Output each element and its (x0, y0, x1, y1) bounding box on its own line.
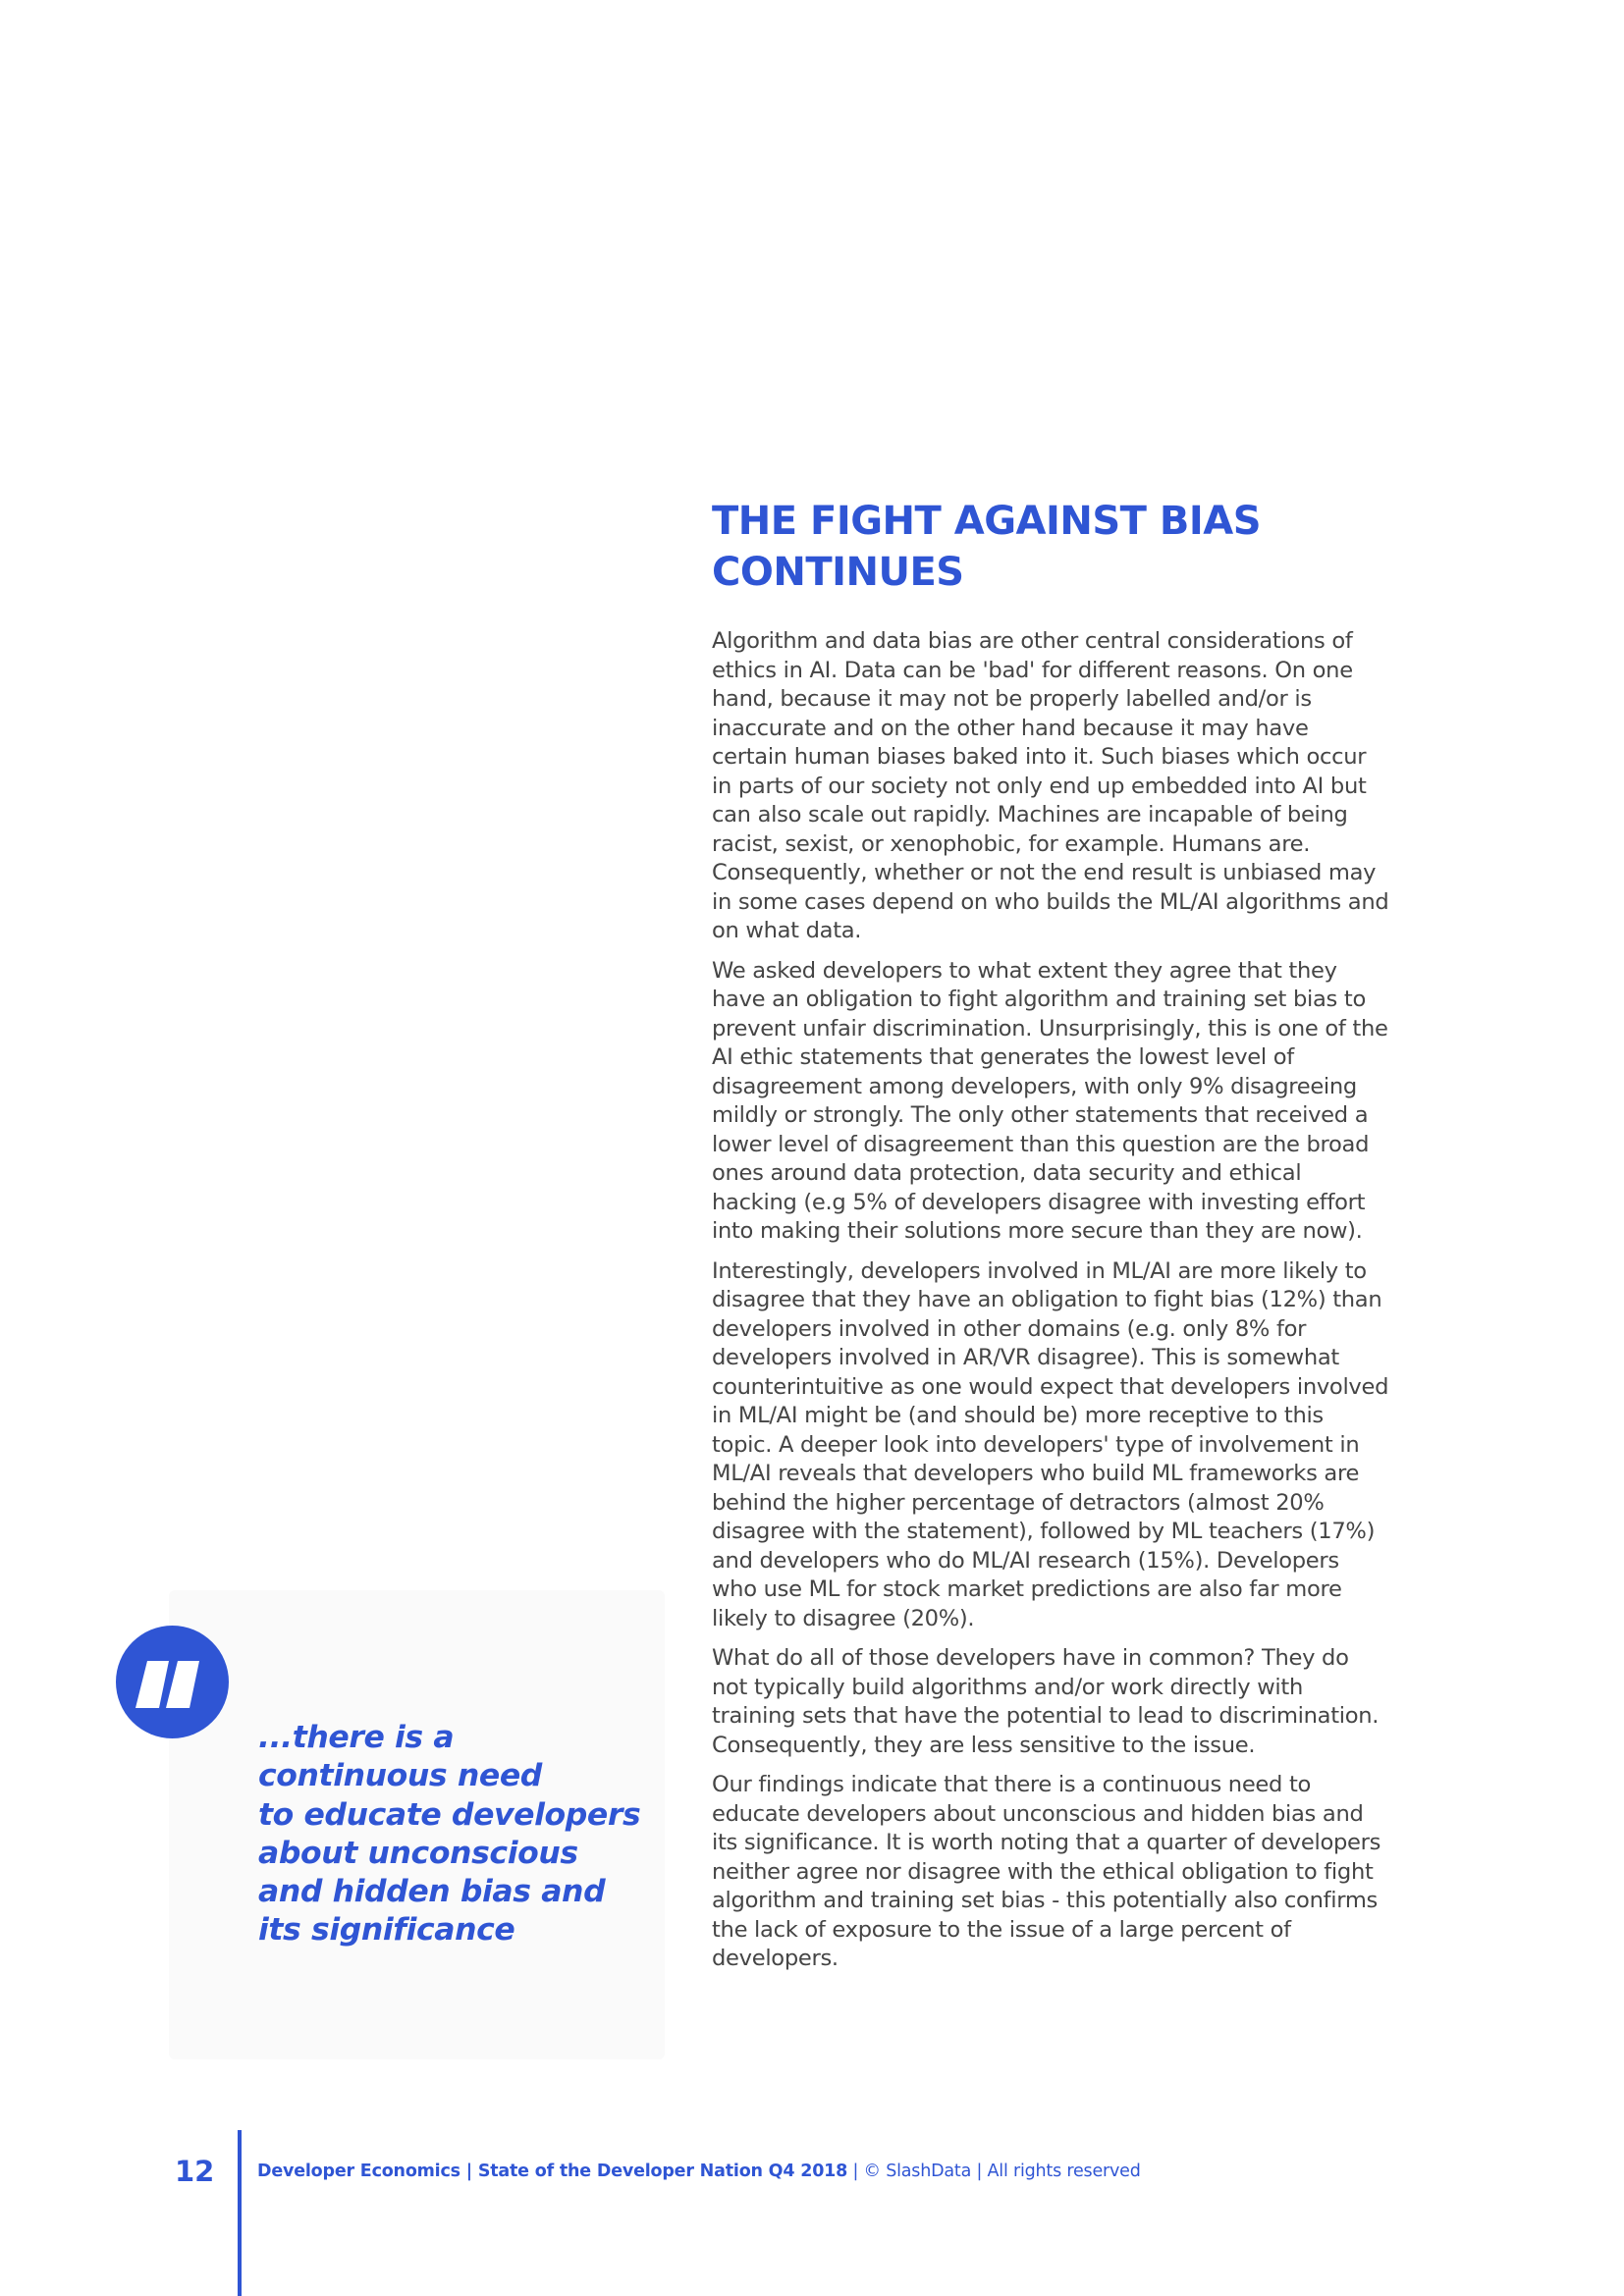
section-heading (712, 496, 1389, 598)
section-heading-line-1: THE FIGHT AGAINST BIAS (712, 499, 1261, 544)
article (712, 496, 1389, 1985)
pull-quote-line-5: and hidden bias and (258, 1874, 606, 1910)
footer-publication: Developer Economics | State of the Developer Nation Q4 2018 (257, 2162, 848, 2181)
footer-divider (238, 2130, 242, 2296)
pull-quote-line-2: continuous need (258, 1758, 542, 1794)
body-paragraph-3: Interestingly, developers involved in ML/AI are more likely to disagree that they have an obligation to fight bias (12%) than developers involved in other domains (e.g. only 8% for developers involved in AR/VR disagree). This is somewhat counterintuitive as one would expect that developers involved in ML/AI might be (and should be) more receptive to this topic. A deeper look into developers' type of involvement in ML/AI reveals that developers who build ML frameworks are behind the higher percentage of detractors (almost 20% disagree with the statement), followed by ML teachers (17%) and developers who do ML/AI research (15%). Developers who use ML for stock market predictions are also far more likely to disagree (20%). (712, 1257, 1389, 1631)
footer-credits (257, 2160, 1141, 2183)
quote-mark-icon (116, 1626, 229, 1738)
pull-quote-line-4: about unconscious (258, 1835, 578, 1871)
footer-rights: | © SlashData | All rights reserved (847, 2162, 1141, 2181)
pull-quote-text (258, 1719, 651, 1950)
pull-quote-line-1: ...there is a (258, 1720, 455, 1755)
body-paragraph-5: Our findings indicate that there is a continuous need to educate developers about unconscious and hidden bias and its significance. It is worth noting that a quarter of developers neither agree nor disagree with the ethical obligation to fight algorithm and training set bias - this potentially also confirms the lack of exposure to the issue of a large percent of developers. (712, 1772, 1381, 1971)
page-number: 12 (175, 2155, 215, 2188)
pull-quote-line-6: its significance (258, 1912, 515, 1949)
body-paragraph-2: We asked developers to what extent they agree that they have an obligation to fight algorithm and training set bias to prevent unfair discrimination. Unsurprisingly, this is one of the AI ethic statements that generates the lowest level of disagreement among developers, with only 9% disagreeing mildly or strongly. The only other statements that received a lower level of disagreement than this question are the broad ones around data protection, data security and ethical hacking (e.g 5% of developers disagree with investing effort into making their solutions more secure than they are now). (712, 957, 1388, 1244)
pull-quote-line-3: to educate developers (258, 1796, 641, 1833)
section-heading-line-2: CONTINUES (712, 550, 964, 595)
body-paragraph-4: What do all of those developers have in common? They do not typically build algorithms and/or work directly with training sets that have the potential to lead to discrimination. Consequently, they are less sensitive to the issue. (712, 1645, 1380, 1758)
body-paragraph-1: Algorithm and data bias are other central considerations of ethics in AI. Data can be 'bad' for different reasons. On one hand, because it may not be properly labelled and/or is inaccurate and on the other hand because it may have certain human biases baked into it. Such biases which occur in parts of our society not only end up embedded into AI but can also scale out rapidly. Machines are incapable of being racist, sexist, or xenophobic, for example. Humans are. Consequently, whether or not the end result is unbiased may in some cases depend on who builds the ML/AI algorithms and on what data. (712, 628, 1389, 943)
